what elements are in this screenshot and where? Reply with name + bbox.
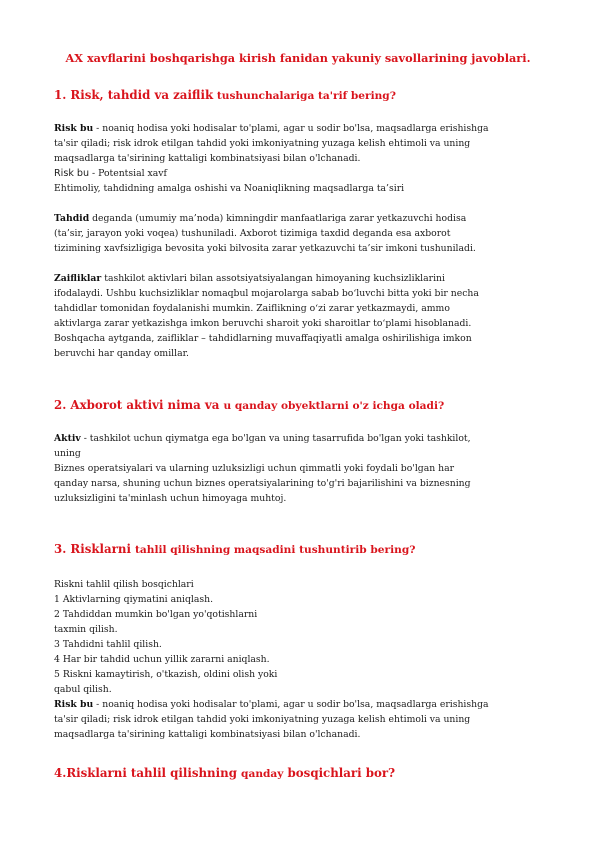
q3-heading-part-a: 3. Risklarni xyxy=(54,542,136,556)
zaiflik-definition-paragraph xyxy=(54,271,546,361)
aktiv-line-4: qanday narsa, shuning uchun biznes operatsiyalarining to'g'ri bajarilishini va biznesning xyxy=(54,478,471,489)
tahdid-line-2: (ta’sir, jarayon yoki voqea) tushuniladi. Axborot tizimiga taxdid deganda esa axborot xyxy=(54,228,451,239)
zaiflik-line-5: Boshqacha aytganda, zaifliklar – tahdidlarning muvaffaqiyatli amalga oshirilishiga imkon xyxy=(54,333,472,344)
question-2-heading xyxy=(54,398,444,412)
list-item: 5 Riskni kamaytirish, o'tkazish, oldini olish yoki xyxy=(54,669,278,680)
q1-heading-part-c: tushunchalariga ta'rif bering? xyxy=(213,90,396,102)
zaiflik-line-3: tahdidlar tomonidan foydalanishi mumkin. Zaiflikning o‘zi zarar yetkazmaydi, ammo xyxy=(54,303,450,314)
risk-potential-line xyxy=(54,166,546,181)
zaiflik-line-6: beruvchi har qanday omillar. xyxy=(54,348,189,359)
question-3-heading xyxy=(54,542,415,556)
list-item: 1 Aktivlarning qiymatini aniqlash. xyxy=(54,594,214,605)
aktiv-term: Aktiv xyxy=(54,433,81,444)
aktiv-line-3: Biznes operatsiyalari va ularning uzluksizligi uchun qimmatli yoki foydali bo'lgan har xyxy=(54,463,455,474)
steps-list-title: Riskni tahlil qilish bosqichlari xyxy=(54,579,194,590)
zaiflik-term: Zaifliklar xyxy=(54,273,102,284)
risk-term-2: Risk bu xyxy=(54,168,90,179)
risk-line-1: - noaniq hodisa yoki hodisalar to'plami, agar u sodir bo'lsa, maqsadlarga erishishga xyxy=(93,123,489,134)
list-item: 4 Har bir tahdid uchun yillik zararni aniqlash. xyxy=(54,654,270,665)
list-item: 3 Tahdidni tahlil qilish. xyxy=(54,639,162,650)
q3-risk-line-3: maqsadlarga ta'sirining kattaligi kombinatsiyasi bilan o'lchanadi. xyxy=(54,729,361,740)
q3-heading-part-d: bering? xyxy=(370,544,416,556)
q2-heading-part-b: u qanday xyxy=(223,400,278,412)
tahdid-term: Tahdid xyxy=(54,213,90,224)
title-text: AX xavflarini boshqarishga kirish fanidan yakuniy savollarining javoblari xyxy=(65,51,527,65)
q1-heading-part-b: zaiflik xyxy=(173,88,214,102)
risk-analysis-steps-list xyxy=(54,577,546,742)
q2-heading-part-a: 2. Axborot aktivi nima va xyxy=(54,398,224,412)
q3-risk-line-1: - noaniq hodisa yoki hodisalar to'plami, agar u sodir bo'lsa, maqsadlarga erishishga xyxy=(93,699,489,710)
q4-heading-part-a: 4.Risklarni tahlil qilishning xyxy=(54,766,242,780)
question-4-heading xyxy=(54,766,395,780)
aktiv-line-2: uning xyxy=(54,448,81,459)
list-item: taxmin qilish. xyxy=(54,624,118,635)
aktiv-line-1: - tashkilot uchun qiymatga ega bo'lgan va uning tasarrufida bo'lgan yoki tashkilot, xyxy=(80,433,471,444)
list-item: qabul qilish. xyxy=(54,684,112,695)
list-item: 2 Tahdiddan mumkin bo'lgan yo'qotishlarni xyxy=(54,609,258,620)
tahdid-line-3: tizimining xavfsizligiga bevosita yoki bilvosita zarar yetkazuvchi ta’sir imkoni tushuniladi. xyxy=(54,243,476,254)
tahdid-definition-paragraph xyxy=(54,211,546,256)
q4-heading-part-c: bosqichlari bor? xyxy=(283,766,395,780)
q3-heading-part-b: tahlil xyxy=(135,544,167,556)
risk-definition-paragraph xyxy=(54,121,546,196)
risk-term-3: Risk bu xyxy=(54,699,94,710)
zaiflik-line-2: ifodalaydi. Ushbu kuchsizliklar nomaqbul mojarolarga sabab bo‘luvchi bitta yoki bir necha xyxy=(54,288,479,299)
q2-heading-part-c: obyektlarni o'z ichga oladi? xyxy=(277,400,445,412)
q1-heading-part-a: 1. Risk, tahdid va xyxy=(54,88,174,102)
risk-probability-line: Ehtimoliy, tahdidning amalga oshishi va Noaniqlikning maqsadlarga ta’siri xyxy=(54,183,405,194)
zaiflik-line-4: aktivlarga zarar yetkazishga imkon beruvchi sharoit yoki sharoitlar to‘plami hisoblanadi. xyxy=(54,318,472,329)
question-1-heading xyxy=(54,88,396,102)
tahdid-line-1: deganda (umumiy ma’noda) kimningdir manfaatlariga zarar yetkazuvchi hodisa xyxy=(89,213,467,224)
risk-term: Risk bu xyxy=(54,123,94,134)
aktiv-line-5: uzluksizligini ta'minlash uchun himoyaga muhtoj. xyxy=(54,493,287,504)
risk-potential-text: - Potentsial xavf xyxy=(89,168,167,179)
risk-line-2: ta'sir qiladi; risk idrok etilgan tahdid yoki imkoniyatning yuzaga kelish ehtimoli va uning xyxy=(54,138,471,149)
q3-heading-part-c: qilishning maqsadini tushuntirib xyxy=(166,544,371,556)
q4-heading-part-b: qanday xyxy=(241,768,284,780)
document-title xyxy=(0,51,596,65)
risk-line-3: maqsadlarga ta'sirining kattaligi kombinatsiyasi bilan o'lchanadi. xyxy=(54,153,361,164)
title-suffix: . xyxy=(526,51,531,65)
q3-risk-line-2: ta'sir qiladi; risk idrok etilgan tahdid yoki imkoniyatning yuzaga kelish ehtimoli va uning xyxy=(54,714,471,725)
zaiflik-line-1: tashkilot aktivlari bilan assotsiyatsiyalangan himoyaning kuchsizliklarini xyxy=(101,273,445,284)
aktiv-definition-paragraph xyxy=(54,431,546,506)
